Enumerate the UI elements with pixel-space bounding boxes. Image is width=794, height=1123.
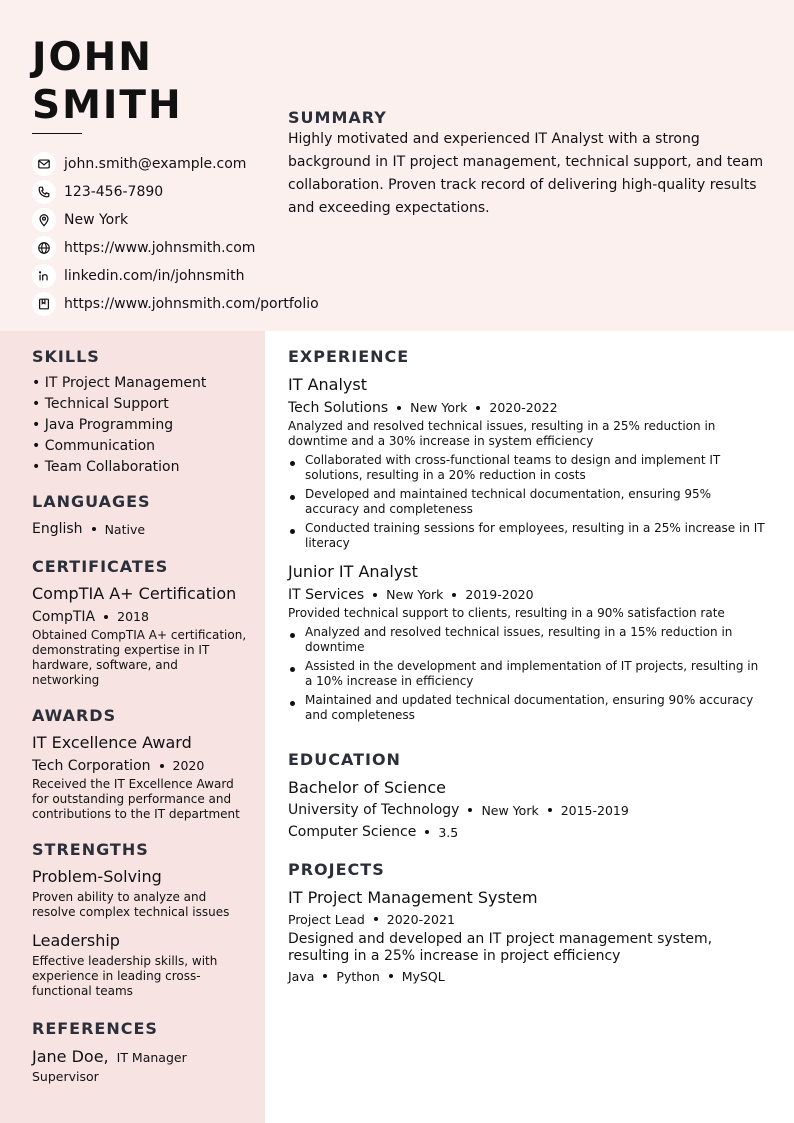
separator-dot [548,808,552,812]
contact-email[interactable] [32,150,319,178]
job-meta [288,396,768,419]
summary-section [288,108,768,220]
job-bullet: Analyzed and resolved technical issues, resulting in a 15% reduction in downtime [288,625,768,655]
job-title: Junior IT Analyst [288,562,418,581]
language-item [32,518,247,540]
contact-portfolio-text: https://www.johnsmith.com/portfolio [64,296,319,312]
contact-website[interactable] [32,234,319,262]
education-location: New York [481,802,539,818]
certificate-issuer: CompTIA [32,608,96,625]
job-title: IT Analyst [288,375,367,394]
contact-website-text: https://www.johnsmith.com [64,240,256,256]
separator-dot [468,808,472,812]
globe-icon [32,236,56,260]
certificate-year: 2018 [117,609,149,624]
education-degree: Bachelor of Science [288,778,446,797]
education-section [288,750,768,843]
candidate-name [32,34,183,130]
strengths-title: STRENGTHS [32,840,149,859]
separator-dot [476,406,480,410]
skill-item: • Java Programming [32,417,174,433]
separator-dot [425,830,429,834]
references-section [32,1019,247,1084]
skill-item: • IT Project Management [32,375,207,391]
linkedin-icon [32,264,56,288]
contact-linkedin-text: linkedin.com/in/johnsmith [64,268,245,284]
job-entry [288,561,768,723]
job-location: New York [410,400,468,415]
job-company: Tech Solutions [288,399,389,416]
separator-dot [373,593,377,597]
certificate-name: CompTIA A+ Certification [32,584,237,603]
strength-name: Leadership [32,931,120,950]
language-level: Native [104,521,146,537]
separator-dot [374,917,378,921]
award-description: Received the IT Excellence Award for outstanding performance and contributions to the IT department [32,777,240,821]
project-tech-item: Python [336,968,380,984]
contact-list [32,150,319,318]
job-bullet: Assisted in the development and implementation of IT projects, resulting in a 10% increase in efficiency [288,659,768,689]
contact-linkedin[interactable] [32,262,319,290]
project-meta [288,909,768,929]
award-meta [32,754,247,777]
skill-item: • Team Collaboration [32,459,180,475]
projects-title: PROJECTS [288,860,385,879]
job-location: New York [386,587,444,602]
strength-description: Effective leadership skills, with experience in leading cross-functional teams [32,954,218,998]
education-field-row [288,821,768,843]
certificate-meta [32,605,247,628]
project-name: IT Project Management System [288,888,538,907]
reference-relation: Supervisor [32,1069,99,1084]
job-dates: 2020-2022 [489,400,558,415]
contact-phone-text: 123-456-7890 [64,184,164,200]
skill-item: • Communication [32,438,156,454]
awards-title: AWARDS [32,706,117,725]
project-tech [288,965,768,987]
separator-dot [452,593,456,597]
award-issuer: Tech Corporation [32,757,151,774]
job-bullet: Developed and maintained technical documentation, ensuring 95% accuracy and completeness [288,487,768,517]
project-description: Designed and developed an IT project management system, resulting in a 25% increase in project efficiency [288,931,713,964]
location-pin-icon [32,208,56,232]
strengths-section [32,840,247,999]
contact-email-text: john.smith@example.com [64,156,247,172]
job-company: IT Services [288,586,365,603]
separator-dot [323,974,327,978]
contact-phone[interactable] [32,178,319,206]
contact-location [32,206,319,234]
references-title: REFERENCES [32,1019,158,1038]
job-description: Analyzed and resolved technical issues, resulting in a 25% reduction in downtime and a 30% increase in system efficiency [288,419,716,448]
language-name: English [32,521,83,537]
summary-title: SUMMARY [288,108,387,127]
summary-text: Highly motivated and experienced IT Analyst with a strong background in IT project management, technical support, and team collaboration. Proven track record of delivering high-quality results and exceeding expectations. [288,131,764,216]
education-field: Computer Science [288,824,417,840]
strength-name: Problem-Solving [32,867,162,886]
education-meta [288,799,768,821]
education-school: University of Technology [288,802,460,818]
job-meta [288,583,768,606]
awards-section [32,706,247,822]
separator-dot [92,527,96,531]
portfolio-icon [32,292,56,316]
projects-section [288,860,768,987]
education-dates: 2015-2019 [560,802,629,818]
languages-title: LANGUAGES [32,492,151,511]
certificates-title: CERTIFICATES [32,557,169,576]
project-dates: 2020-2021 [386,911,455,927]
separator-dot [397,406,401,410]
project-tech-item: Java [288,968,315,984]
reference-item [32,1045,247,1069]
skills-section [32,347,247,478]
reference-name: Jane Doe, [32,1047,109,1066]
project-tech-item: MySQL [401,968,445,984]
contact-location-text: New York [64,212,129,228]
name-divider [32,133,82,134]
last-name: SMITH [32,83,183,128]
job-bullet: Collaborated with cross-functional teams to design and implement IT solutions, resulting in a 20% reduction in costs [288,453,768,483]
skill-item: • Technical Support [32,396,169,412]
job-bullet: Conducted training sessions for employees, resulting in a 25% increase in IT literacy [288,521,768,551]
reference-role: IT Manager [116,1049,187,1065]
job-entry [288,374,768,551]
contact-portfolio[interactable] [32,290,319,318]
first-name: JOHN [32,35,153,80]
education-gpa: 3.5 [438,824,459,840]
separator-dot [160,764,164,768]
job-description: Provided technical support to clients, resulting in a 90% satisfaction rate [288,606,725,620]
skills-title: SKILLS [32,347,100,366]
experience-section [288,347,768,727]
separator-dot [104,615,108,619]
project-role: Project Lead [288,911,365,927]
experience-title: EXPERIENCE [288,347,410,366]
award-name: IT Excellence Award [32,733,192,752]
job-bullets [288,453,768,551]
mail-icon [32,152,56,176]
certificate-description: Obtained CompTIA A+ certification, demonstrating expertise in IT hardware, software, and networking [32,628,247,687]
job-bullet: Maintained and updated technical documentation, ensuring 90% accuracy and completeness [288,693,768,723]
certificates-section [32,557,247,688]
phone-icon [32,180,56,204]
job-bullets [288,625,768,723]
separator-dot [389,974,393,978]
job-dates: 2019-2020 [465,587,534,602]
strength-description: Proven ability to analyze and resolve complex technical issues [32,890,230,919]
education-title: EDUCATION [288,750,401,769]
languages-section [32,492,247,540]
award-year: 2020 [172,758,205,773]
